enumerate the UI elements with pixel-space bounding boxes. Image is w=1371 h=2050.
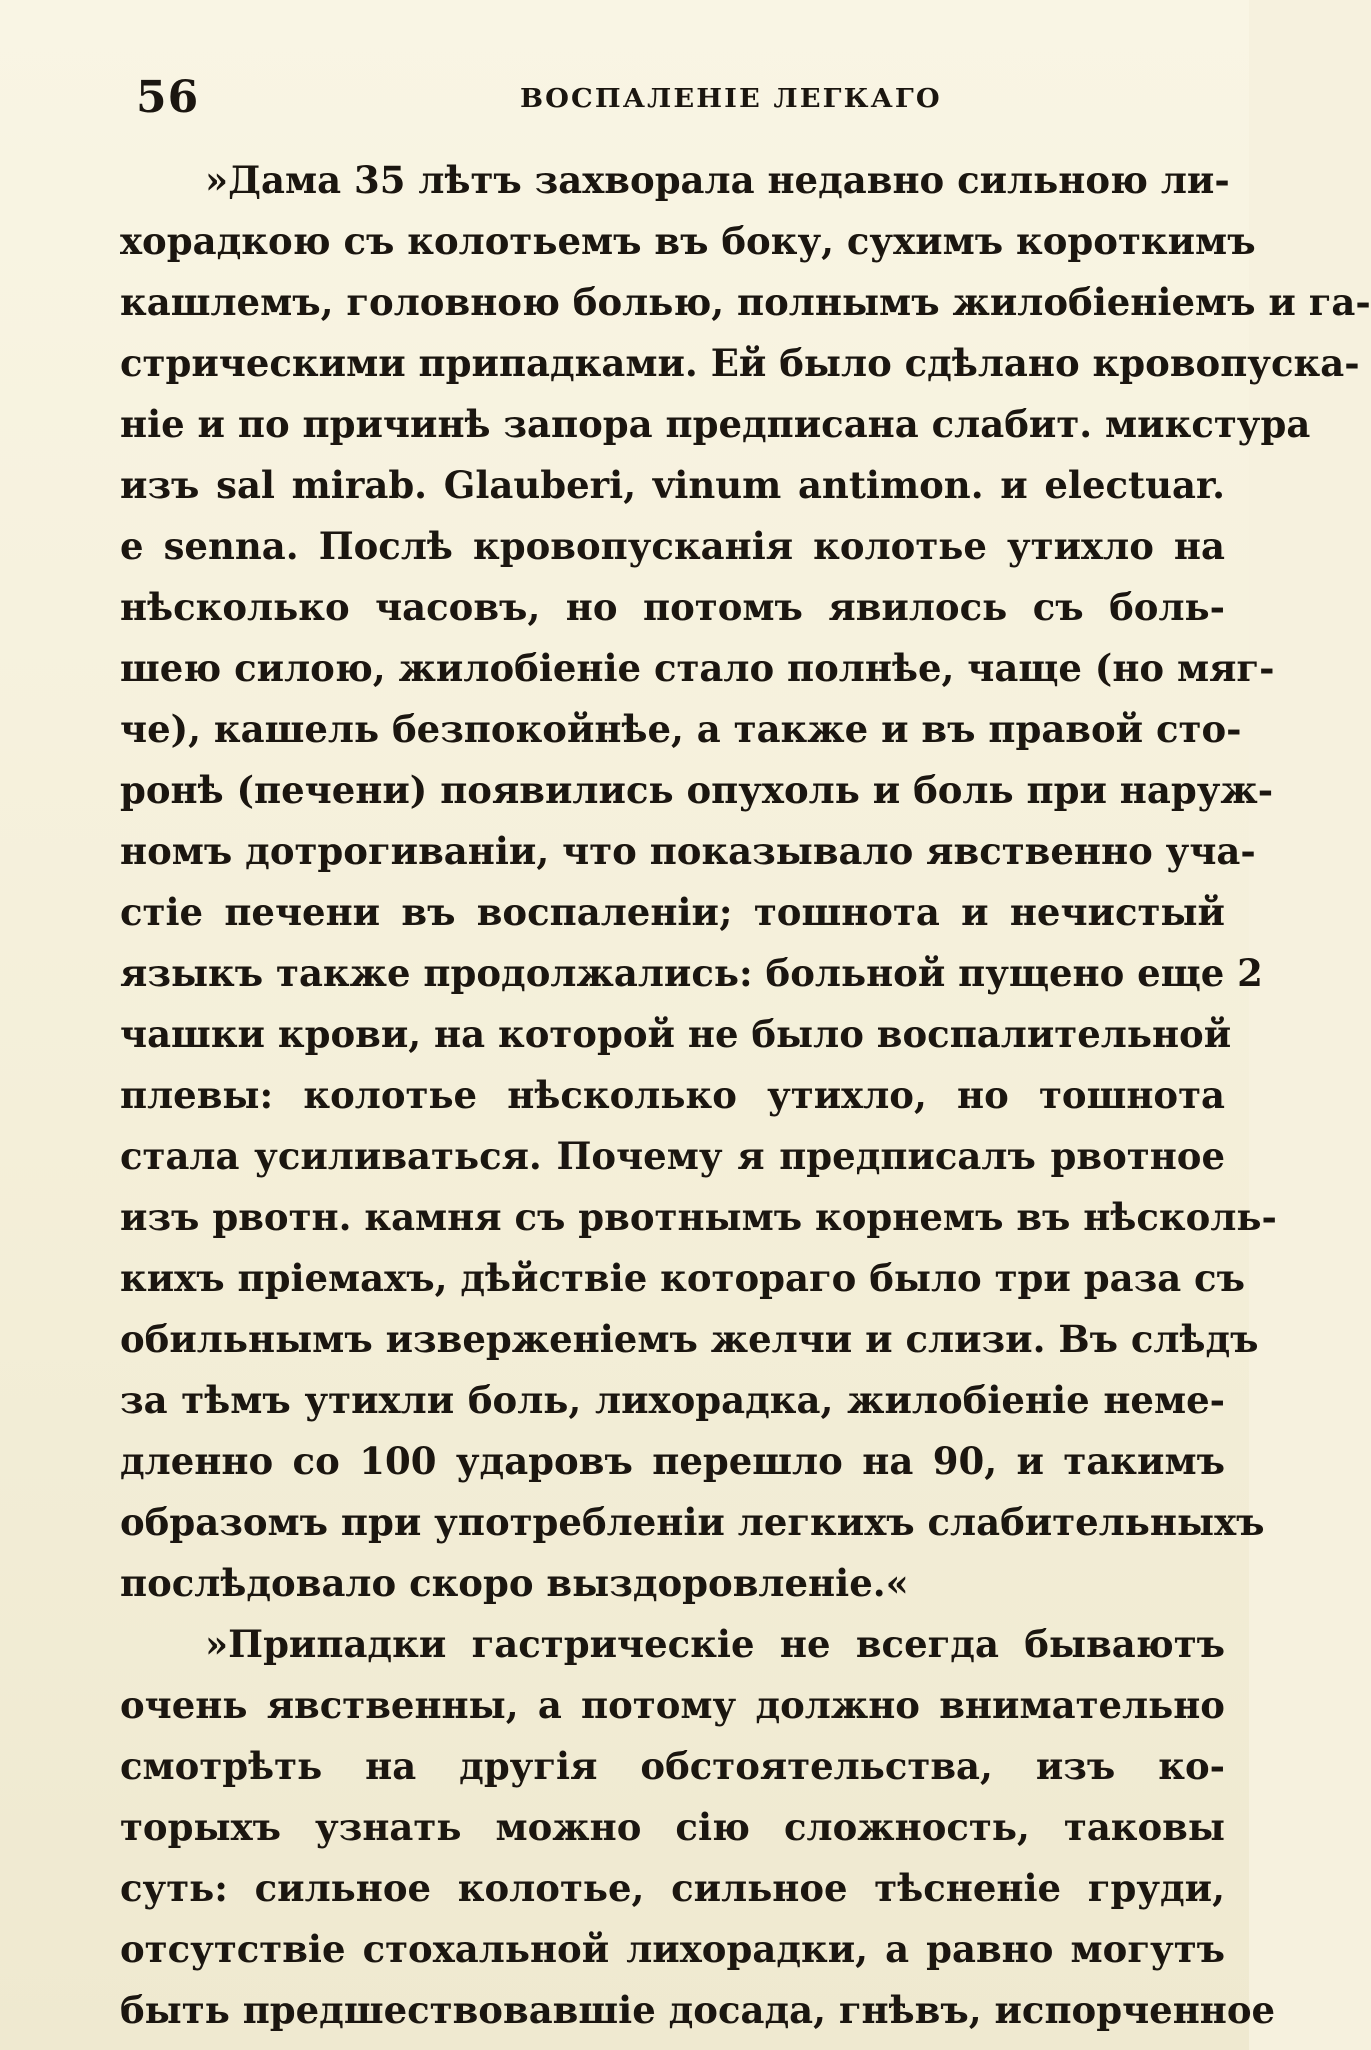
text-line: нѣсколько часовъ, но потомъ явилось съ боль- <box>120 585 1225 629</box>
text-line: кашлемъ, головною болью, полнымъ жилобіеніемъ и га- <box>120 280 1371 324</box>
text-line: стрическими припадками. Ей было сдѣлано кровопуска- <box>120 341 1360 385</box>
text-line: обильнымъ изверженіемъ желчи и слизи. Въ слѣдъ <box>120 1317 1259 1361</box>
text-line: e senna. Послѣ кровопусканія колотье утихло на <box>120 524 1225 568</box>
text-line: суть: сильное колотье, сильное тѣсненіе груди, <box>120 1866 1225 1910</box>
text-line: чашки крови, на которой не было воспалительной <box>120 1012 1232 1056</box>
text-line: языкъ также продолжались: больной пущено еще 2 <box>120 951 1263 995</box>
text-line: дленно со 100 ударовъ перешло на 90, и такимъ <box>120 1439 1225 1483</box>
running-title: ВОСПАЛЕНІЕ ЛЕГКАГО <box>520 84 942 114</box>
text-line: послѣдовало скоро выздоровленіе.« <box>120 1561 909 1605</box>
text-line: смотрѣть на другія обстоятельства, изъ ко- <box>120 1744 1225 1788</box>
text-line: шею силою, жилобіеніе стало полнѣе, чаще (но мяг- <box>120 646 1275 690</box>
text-line: торыхъ узнать можно сію сложность, таковы <box>120 1805 1225 1849</box>
text-line: че), кашель безпокойнѣе, а также и въ правой сто- <box>120 707 1242 751</box>
text-line: ронѣ (печени) появились опухоль и боль при наруж- <box>120 768 1274 812</box>
text-line: изъ рвотн. камня съ рвотнымъ корнемъ въ нѣсколь- <box>120 1195 1277 1239</box>
text-line: стіе печени въ воспаленіи; тошнота и нечистый <box>120 890 1225 934</box>
text-line: кихъ пріемахъ, дѣйствіе котораго было три раза съ <box>120 1256 1245 1300</box>
text-line: ніе и по причинѣ запора предписана слабит. микстура <box>120 402 1311 446</box>
text-line: стала усиливаться. Почему я предписалъ рвотное <box>120 1134 1225 1178</box>
text-line: хорадкою съ колотьемъ въ боку, сухимъ короткимъ <box>120 219 1256 263</box>
text-line: очень явственны, а потому должно внимательно <box>120 1683 1225 1727</box>
text-line: »Припадки гастрическіе не всегда бываютъ <box>205 1622 1225 1666</box>
page-number: 56 <box>136 72 200 123</box>
body-text <box>120 150 1371 2041</box>
text-line: быть предшествовавшіе досада, гнѣвъ, испорченное <box>120 1988 1276 2032</box>
text-line: за тѣмъ утихли боль, лихорадка, жилобіеніе неме- <box>120 1378 1225 1422</box>
text-line: »Дама 35 лѣтъ захворала недавно сильною ли- <box>205 158 1230 202</box>
text-line: плевы: колотье нѣсколько утихло, но тошнота <box>120 1073 1225 1117</box>
text-line: отсутствіе стохальной лихорадки, а равно могутъ <box>120 1927 1225 1971</box>
text-line: образомъ при употребленіи легкихъ слабительныхъ <box>120 1500 1265 1544</box>
text-line: изъ sal mirab. Glauberi, vinum antimon. и electuar. <box>120 463 1225 507</box>
text-line: номъ дотрогиваніи, что показывало явственно уча- <box>120 829 1256 873</box>
